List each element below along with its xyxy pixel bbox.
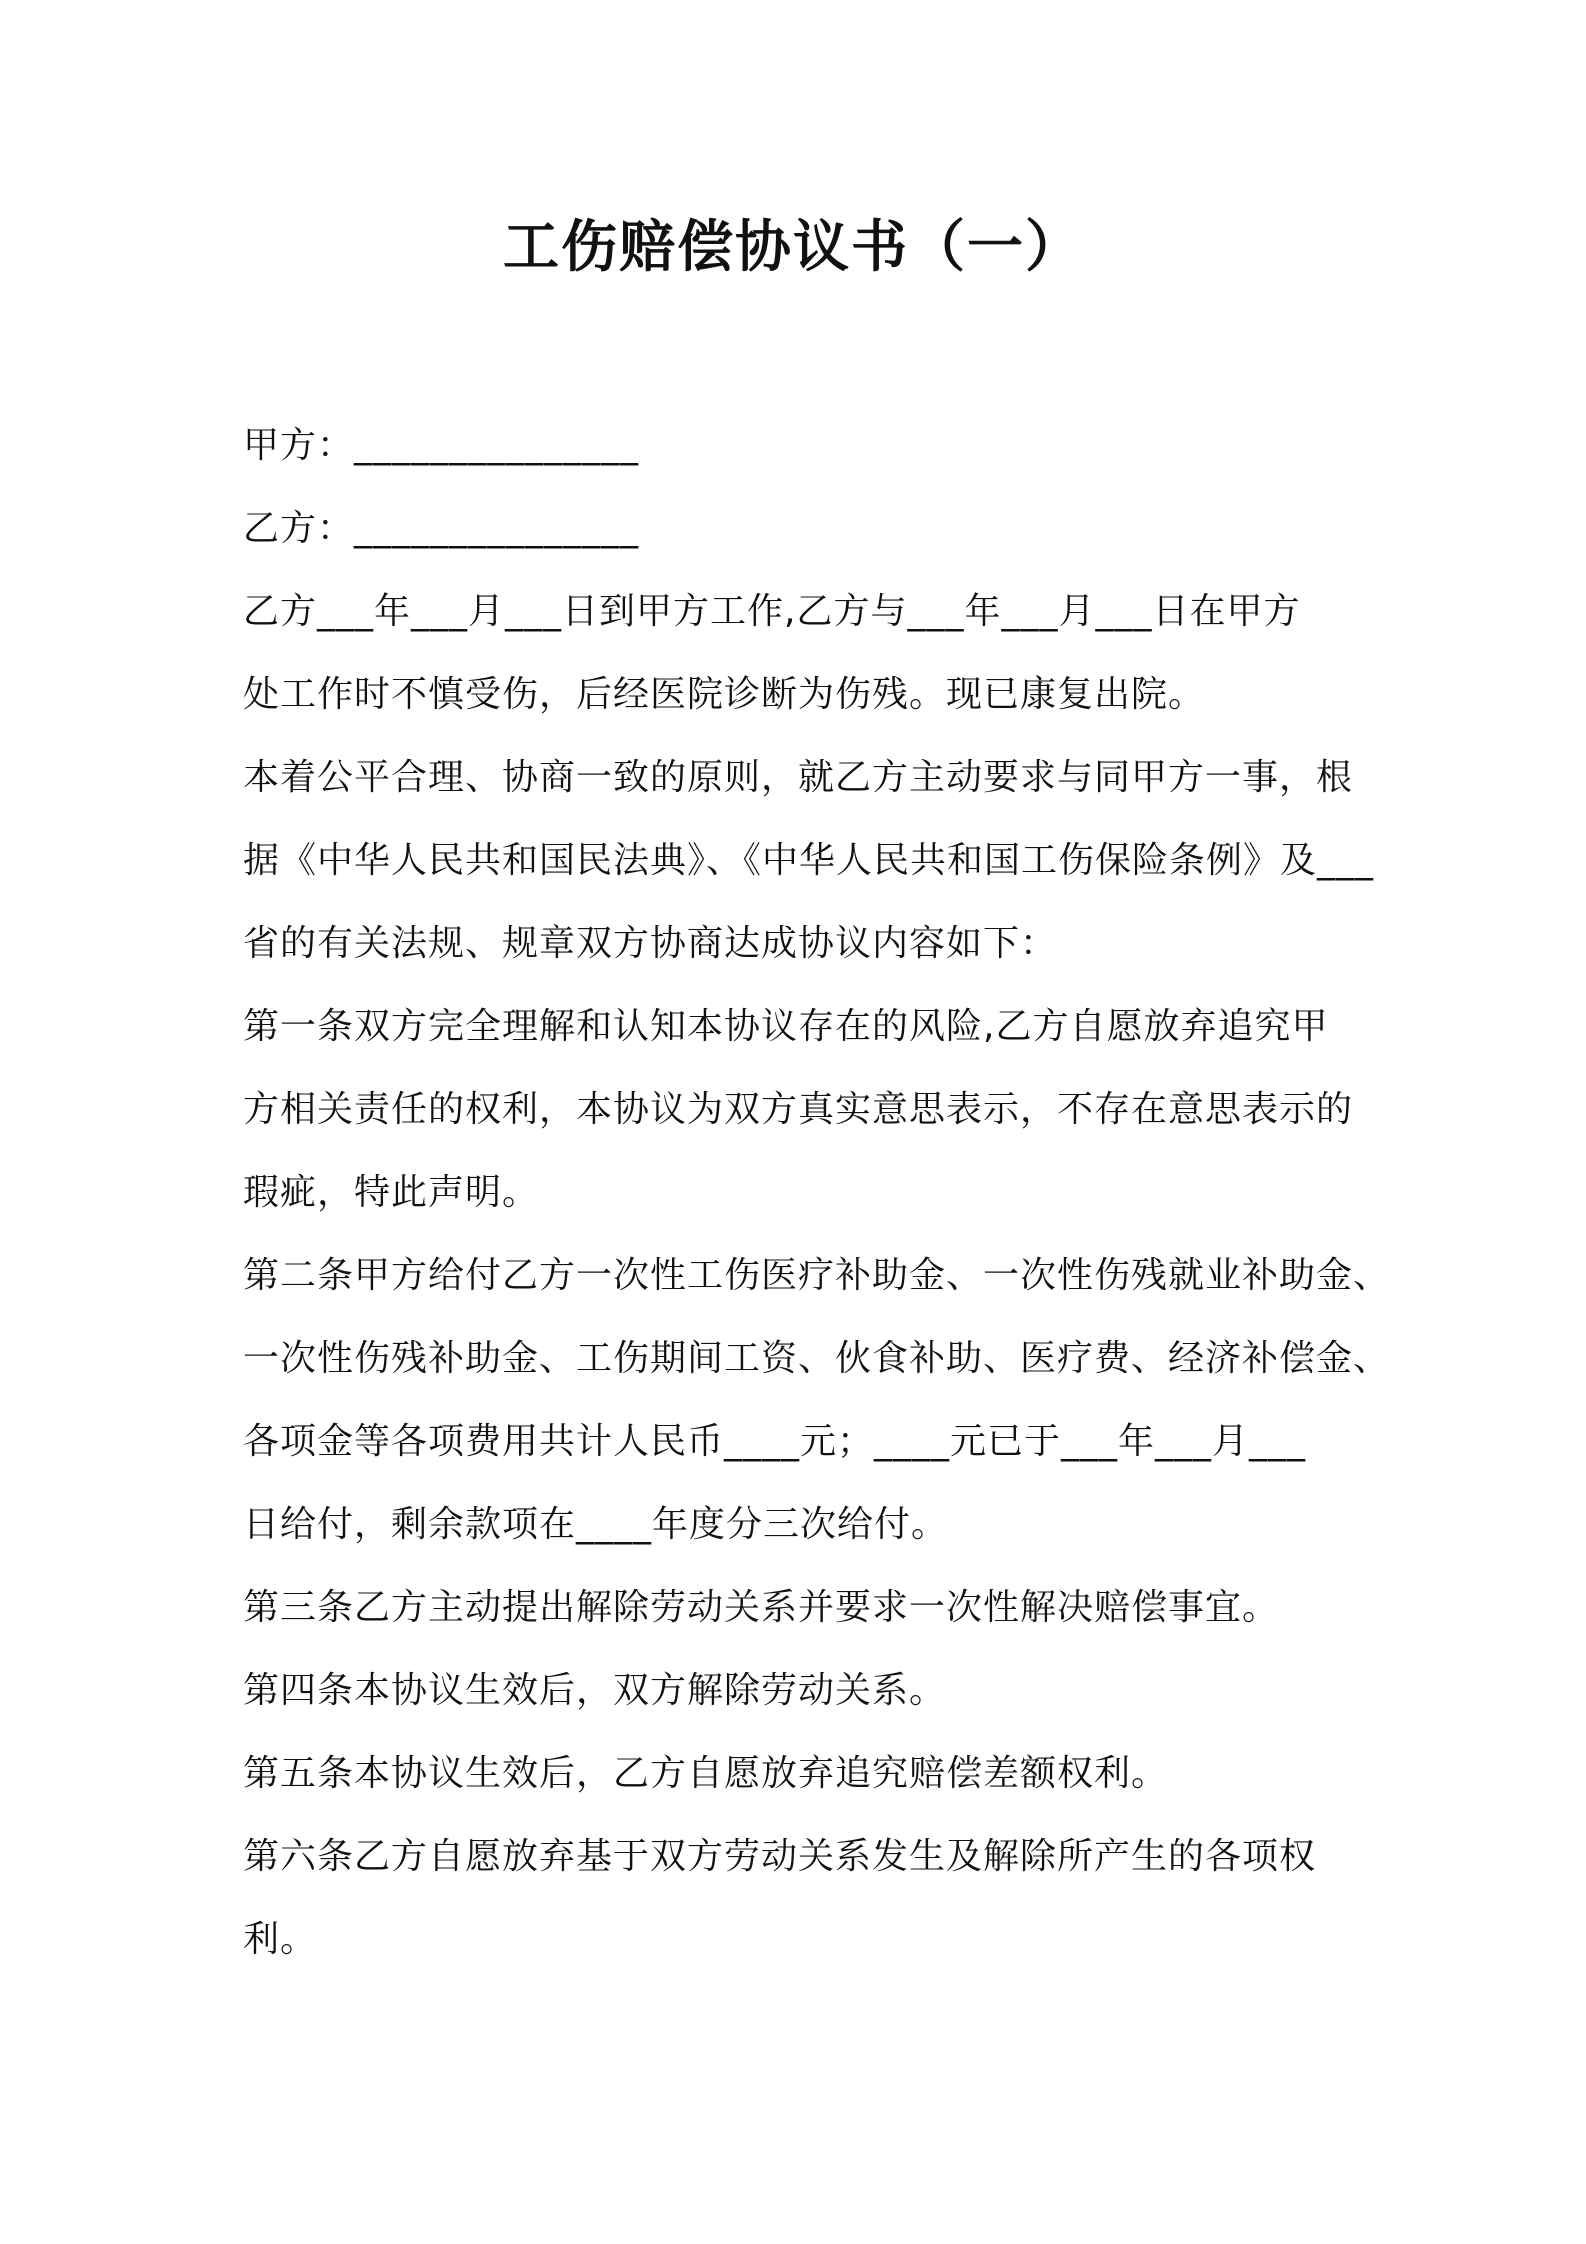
article-6-line-1: 第六条乙方自愿放弃基于双方劳动关系发生及解除所产生的各项权: [243, 1836, 1317, 1877]
article-6-line-2: 利。: [243, 1919, 318, 1960]
article-2-line-4: 日给付，剩余款项在____年度分三次给付。: [243, 1504, 949, 1545]
document-body: [243, 404, 1391, 1981]
document-title: 工伤赔偿协议书（一）: [503, 215, 1083, 280]
article-5-line: 第五条本协议生效后，乙方自愿放弃追究赔偿差额权利。: [243, 1753, 1169, 1794]
intro-line-2: 处工作时不慎受伤，后经医院诊断为伤残。现已康复出院。: [243, 674, 1206, 715]
article-1-line-3: 瑕疵，特此声明。: [243, 1172, 540, 1213]
article-3-line: 第三条乙方主动提出解除劳动关系并要求一次性解决赔偿事宜。: [243, 1587, 1280, 1628]
article-2-line-2: 一次性伤残补助金、工伤期间工资、伙食补助、医疗费、经济补偿金、: [243, 1338, 1391, 1379]
principle-line-1: 本着公平合理、协商一致的原则，就乙方主动要求与同甲方一事，根: [243, 757, 1354, 798]
article-1-line-2: 方相关责任的权利，本协议为双方真实意思表示，不存在意思表示的: [243, 1089, 1354, 1130]
article-1-line-1: 第一条双方完全理解和认知本协议存在的风险,乙方自愿放弃追究甲: [243, 1006, 1329, 1047]
principle-line-3: 省的有关法规、规章双方协商达成协议内容如下：: [243, 923, 1058, 964]
principle-line-2: 据《中华人民共和国民法典》、《中华人民共和国工伤保险条例》及___: [243, 840, 1375, 881]
article-2-line-1: 第二条甲方给付乙方一次性工伤医疗补助金、一次性伤残就业补助金、: [243, 1255, 1391, 1296]
article-2-line-3: 各项金等各项费用共计人民币____元；____元已于___年___月___: [243, 1421, 1307, 1462]
intro-line-1: 乙方___年___月___日到甲方工作,乙方与___年___月___日在甲方: [243, 591, 1301, 632]
party-b-line: 乙方：_______________: [243, 508, 640, 549]
article-4-line: 第四条本协议生效后，双方解除劳动关系。: [243, 1670, 947, 1711]
party-a-line: 甲方：_______________: [243, 425, 640, 466]
